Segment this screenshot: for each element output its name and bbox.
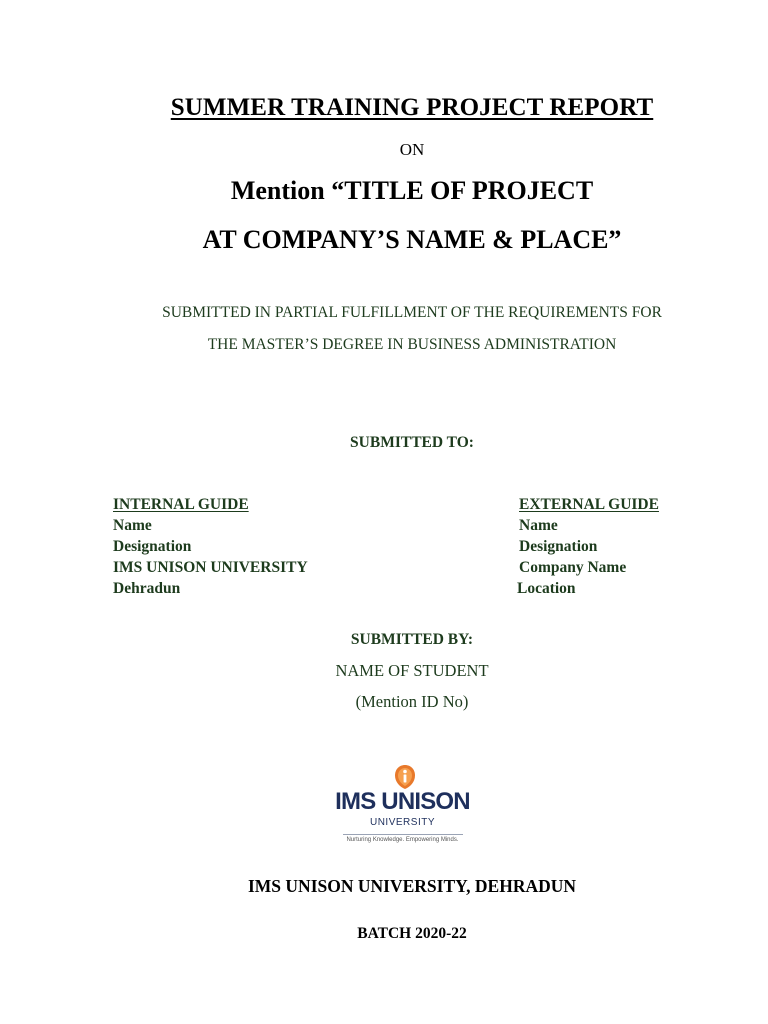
- logo-i-mark-icon: [394, 764, 416, 790]
- external-guide-name: Name: [519, 517, 558, 534]
- batch-label: BATCH 2020-22: [357, 925, 467, 942]
- internal-guide-organization: IMS UNISON UNIVERSITY: [113, 559, 308, 576]
- fulfillment-line-1: SUBMITTED IN PARTIAL FULFILLMENT OF THE REQUIREMENTS FOR: [162, 304, 662, 321]
- external-guide-place: Location: [517, 580, 576, 597]
- external-guide-heading: EXTERNAL GUIDE: [519, 496, 659, 513]
- fulfillment-line-2: THE MASTER’S DEGREE IN BUSINESS ADMINISTRATION: [207, 336, 617, 353]
- external-guide-organization: Company Name: [519, 559, 627, 576]
- submitted-by-heading: SUBMITTED BY:: [350, 631, 474, 648]
- logo-tagline: Nurturing Knowledge. Empowering Minds.: [346, 837, 459, 843]
- external-guide-block: [519, 494, 659, 599]
- external-guide-designation: Designation: [519, 538, 598, 555]
- report-title: SUMMER TRAINING PROJECT REPORT: [170, 94, 654, 121]
- submitted-to-heading: SUBMITTED TO:: [350, 434, 474, 451]
- on-label: ON: [399, 140, 425, 159]
- internal-guide-name: Name: [113, 517, 152, 534]
- logo-subtitle: UNIVERSITY: [369, 817, 435, 828]
- internal-guide-designation: Designation: [113, 538, 192, 555]
- internal-guide-heading: INTERNAL GUIDE: [113, 496, 249, 513]
- project-title-line-1: Mention “TITLE OF PROJECT: [230, 176, 594, 205]
- university-name-footer: IMS UNISON UNIVERSITY, DEHRADUN: [247, 876, 577, 896]
- logo-name: IMS UNISON: [335, 788, 470, 815]
- project-title-line-2: AT COMPANY’S NAME & PLACE”: [202, 225, 622, 254]
- internal-guide-block: [113, 494, 308, 599]
- university-logo: [335, 764, 475, 850]
- student-name: NAME OF STUDENT: [335, 661, 489, 680]
- student-id: (Mention ID No): [355, 692, 469, 711]
- internal-guide-place: Dehradun: [113, 580, 181, 597]
- logo-divider: [343, 834, 463, 835]
